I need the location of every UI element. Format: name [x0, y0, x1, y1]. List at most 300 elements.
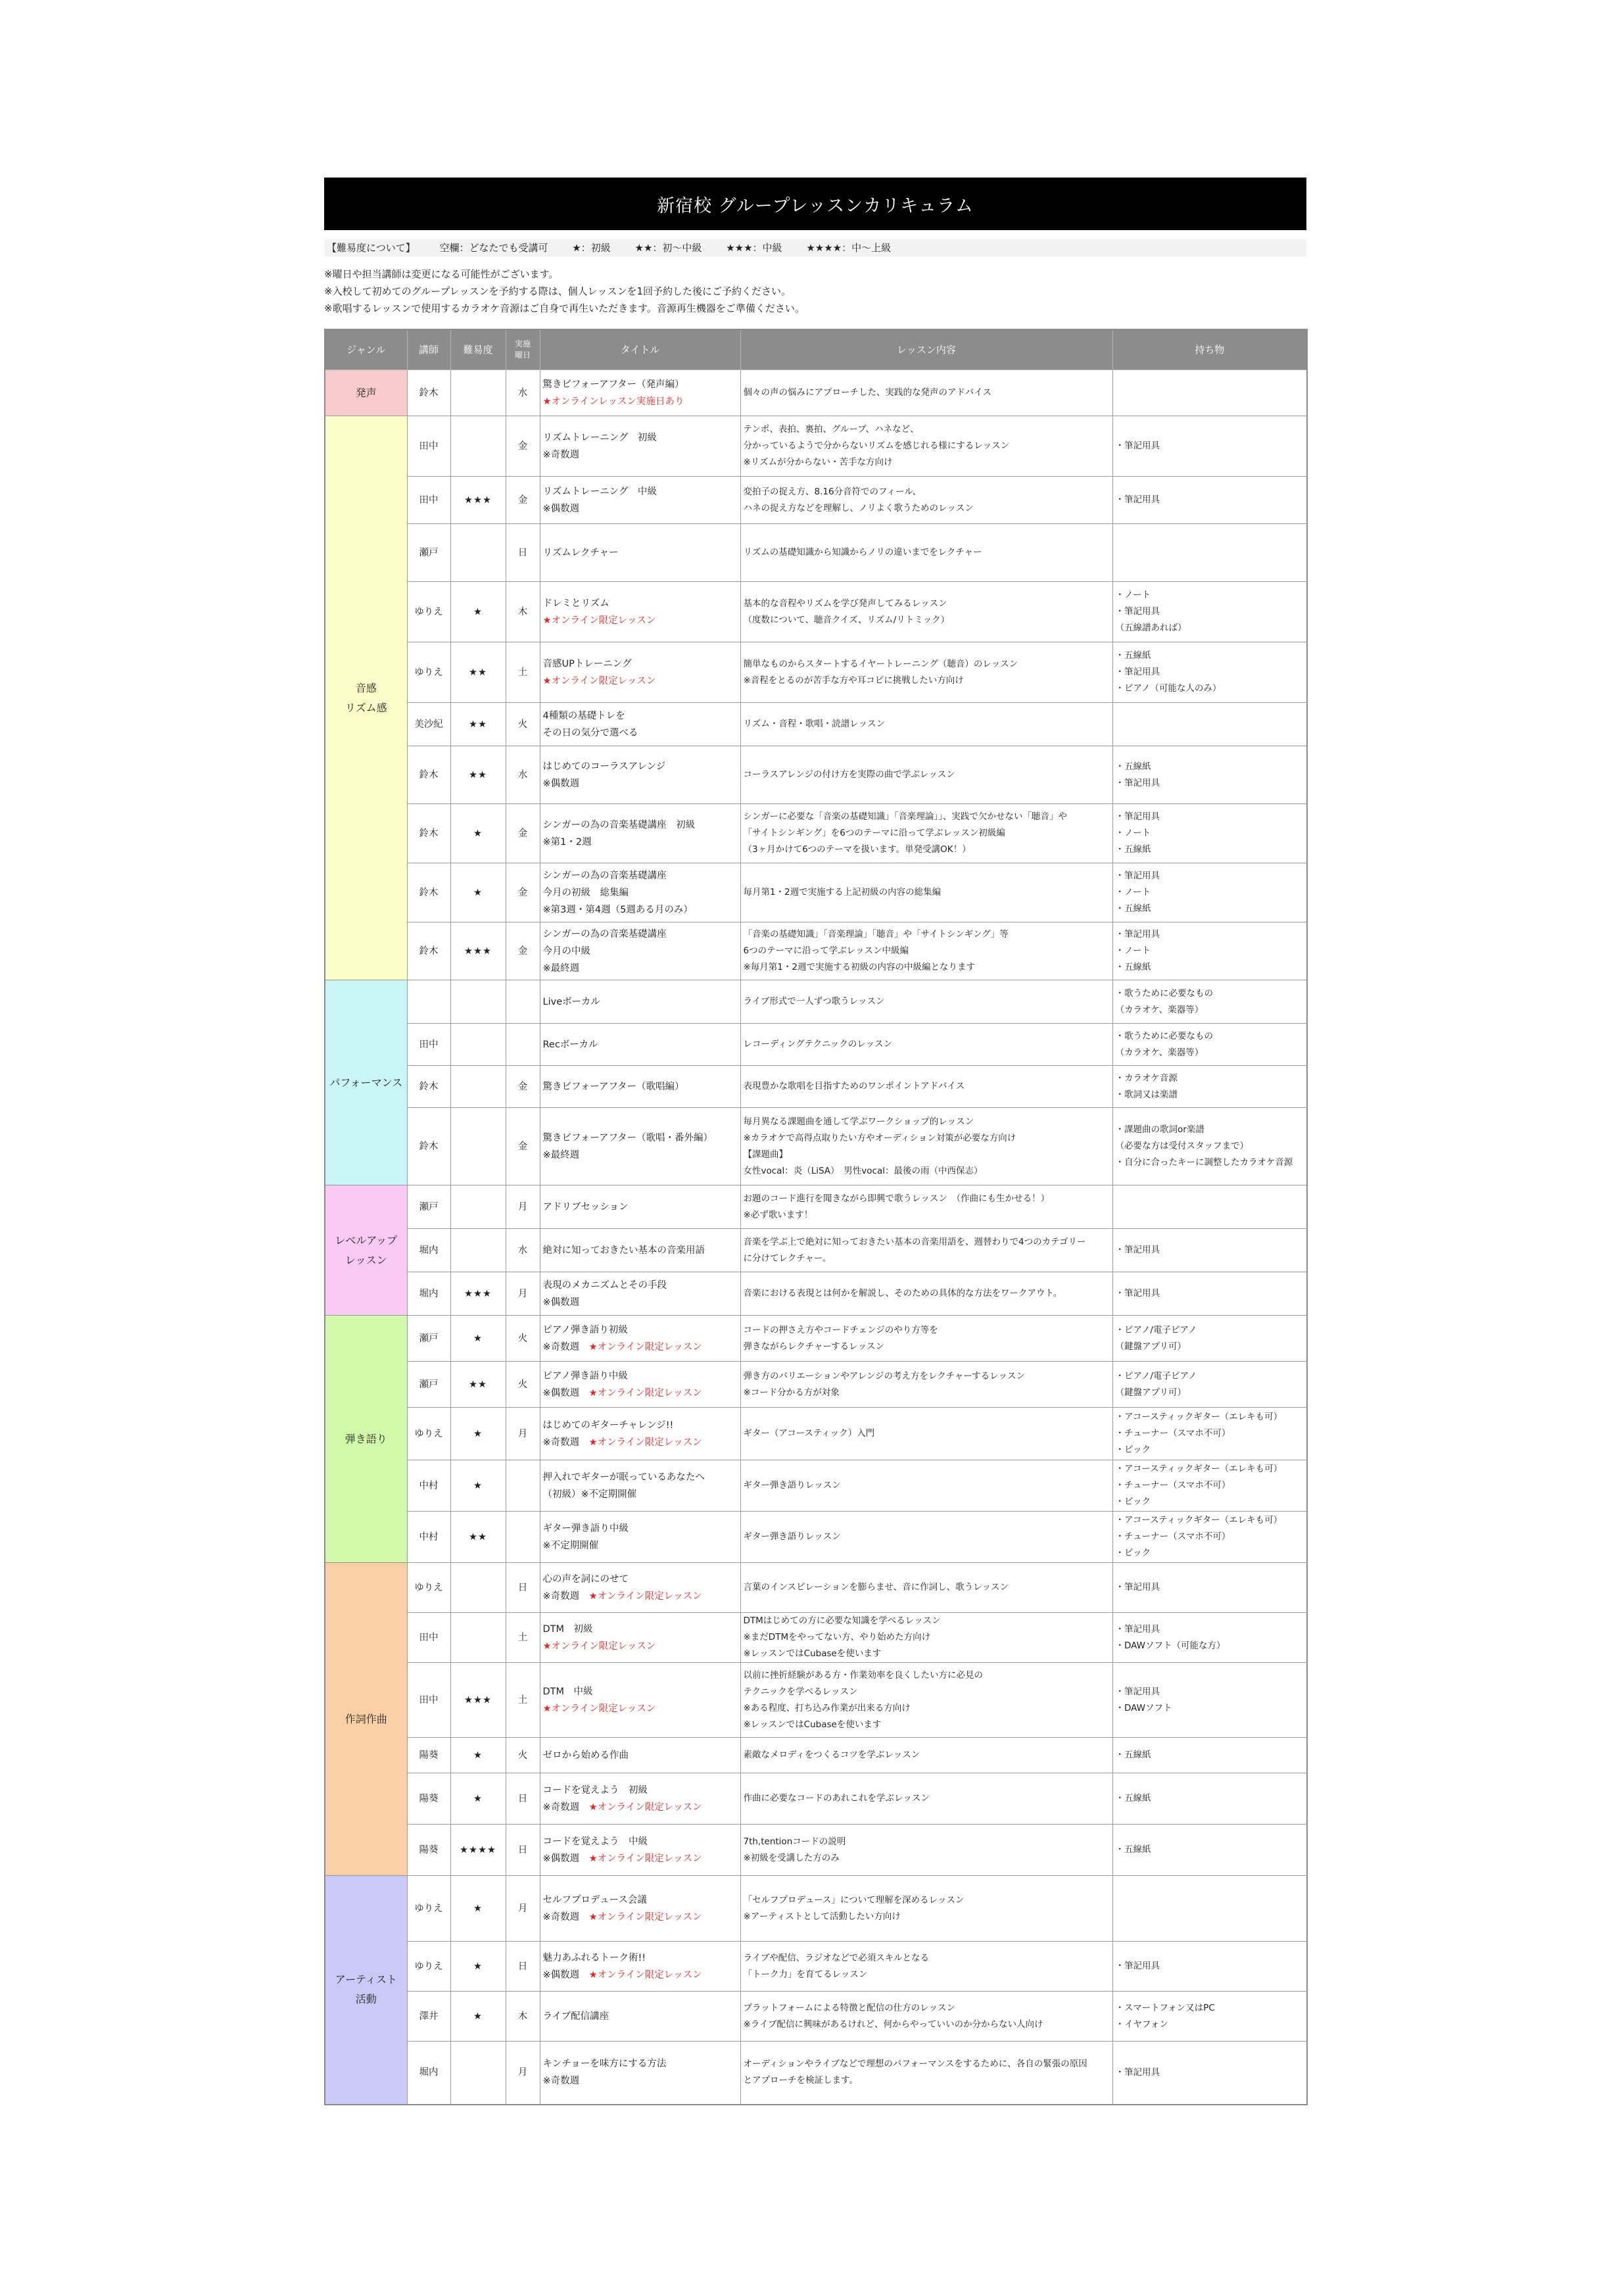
teacher-cell: 陽葵	[407, 1738, 450, 1773]
content-line: テンポ、表拍、裏拍、グルーブ、ハネなど、	[743, 424, 919, 435]
title-line: Liveボーカル	[542, 996, 600, 1007]
day-cell: 金	[506, 804, 540, 863]
table-row	[325, 1272, 1307, 1316]
item-line: （五線譜あれば）	[1115, 623, 1187, 633]
teacher-cell: ゆりえ	[407, 642, 450, 703]
title-note: ※奇数週	[542, 1802, 589, 1813]
teacher-cell: 瀬戸	[407, 1185, 450, 1229]
content-line: ※レッスンではCubaseを使います	[743, 1719, 882, 1730]
table-row	[325, 1773, 1307, 1825]
items-cell	[1112, 1185, 1307, 1229]
title-line: 4種類の基礎トレを	[542, 710, 625, 721]
item-line: ・アコースティックギター（エレキも可）	[1115, 1515, 1283, 1525]
difficulty-cell: ★	[450, 1876, 506, 1942]
item-line: ・筆記用具	[1115, 1686, 1160, 1697]
item-line: ・ピアノ/電子ピアノ	[1115, 1370, 1197, 1381]
content-cell	[740, 1362, 1112, 1408]
header-items: 持ち物	[1112, 329, 1307, 370]
teacher-cell: 田中	[407, 1024, 450, 1066]
content-line: （度数について、聴音クイズ、リズム/リトミック）	[743, 614, 950, 625]
genre-cell	[325, 1563, 407, 1876]
item-line: ・歌詞又は楽譜	[1115, 1089, 1178, 1100]
table-body	[325, 370, 1307, 2105]
title-line	[543, 1339, 738, 1356]
item-line: ・ノート	[1115, 828, 1151, 838]
genre-label: パフォーマンス	[329, 1076, 403, 1089]
day-cell	[506, 1460, 540, 1512]
item-line: （必要な方は受付スタッフまで）	[1115, 1141, 1249, 1151]
items-cell	[1112, 703, 1307, 746]
teacher-cell: 陽葵	[407, 1773, 450, 1825]
content-line: 分かっているようで分からないリズムを感じれる様にするレッスン	[743, 441, 1010, 451]
teacher-cell: 田中	[407, 416, 450, 477]
table-row	[325, 1942, 1307, 1992]
title-line: ※第1・2週	[542, 836, 592, 848]
title-line: 心の声を詞にのせて	[542, 1573, 629, 1585]
genre-label: 音感	[355, 681, 377, 694]
content-line: ライブ形式で一人ずつ歌うレッスン	[743, 996, 885, 1007]
teacher-cell: 鈴木	[407, 370, 450, 416]
content-line: ※ある程度、打ち込み作業が出来る方向け	[743, 1702, 911, 1713]
content-line: 女性vocal：炎（LiSA） 男性vocal：最後の雨（中西保志）	[743, 1165, 983, 1176]
online-badge: ★オンラインレッスン実施日あり	[542, 396, 684, 407]
difficulty-cell: ★★★	[450, 1272, 506, 1316]
difficulty-cell: ★	[450, 863, 506, 922]
content-line: 言葉のインスピレーションを膨らませ、音に作詞し、歌うレッスン	[743, 1582, 1009, 1592]
item-line: ・チューナー（スマホ不可）	[1115, 1531, 1231, 1542]
table-row	[325, 1992, 1307, 2042]
item-line: ・五線紙	[1115, 650, 1151, 661]
content-cell	[740, 1066, 1112, 1108]
content-cell	[740, 863, 1112, 922]
teacher-cell: 瀬戸	[407, 524, 450, 582]
item-line: ・アコースティックギター（エレキも可）	[1115, 1412, 1283, 1422]
difficulty-cell	[450, 1613, 506, 1663]
title-cell	[540, 642, 740, 703]
difficulty-legend	[324, 239, 1306, 256]
content-line: DTMはじめての方に必要な知識を学べるレッスン	[743, 1615, 941, 1626]
day-cell: 日	[506, 524, 540, 582]
teacher-cell: 堀内	[407, 2042, 450, 2105]
title-line: 魅力あふれるトーク術!!	[542, 1952, 646, 1963]
table-row	[325, 1108, 1307, 1185]
online-badge: ★オンライン限定レッスン	[542, 1640, 656, 1652]
title-line: Recボーカル	[542, 1039, 598, 1050]
title-line: DTM 中級	[542, 1686, 593, 1697]
difficulty-cell: ★★★	[450, 1663, 506, 1738]
title-cell	[540, 1512, 740, 1563]
content-cell	[740, 370, 1112, 416]
header-title: タイトル	[540, 329, 740, 370]
legend-item: ★★★：中級	[726, 242, 782, 254]
title-line: コードを覚えよう 中級	[542, 1836, 648, 1847]
content-line: オーディションやライブなどで理想のパフォーマンスをするために、各自の緊張の原因	[743, 2059, 1087, 2070]
item-line: ・課題曲の歌詞or楽譜	[1115, 1124, 1205, 1135]
teacher-cell: ゆりえ	[407, 1408, 450, 1460]
title-line: （初級）※不定期開催	[542, 1489, 637, 1500]
day-cell: 木	[506, 582, 540, 642]
title-line: セルフプロデュース会議	[542, 1894, 647, 1905]
title-cell	[540, 416, 740, 477]
day-cell: 火	[506, 1362, 540, 1408]
teacher-cell: ゆりえ	[407, 582, 450, 642]
online-only-badge: ★オンライン限定レッスン	[588, 1802, 702, 1813]
content-cell	[740, 1272, 1112, 1316]
legend-item: ★：初級	[572, 242, 611, 254]
teacher-cell: 鈴木	[407, 863, 450, 922]
content-cell	[740, 1876, 1112, 1942]
title-line: 驚きビフォーアフター（発声編）	[542, 379, 684, 390]
content-line: 変拍子の捉え方、8.16分音符でのフィール、	[743, 486, 922, 497]
teacher-cell: 陽葵	[407, 1825, 450, 1876]
difficulty-cell: ★	[450, 1992, 506, 2042]
items-cell	[1112, 2042, 1307, 2105]
header-day-line2: 曜日	[514, 350, 531, 360]
item-line: ・筆記用具	[1115, 1623, 1160, 1635]
title-line: ※不定期開催	[542, 1540, 599, 1551]
content-line: テクニックを学べるレッスン	[743, 1686, 858, 1697]
items-cell	[1112, 1825, 1307, 1876]
title-cell	[540, 1773, 740, 1825]
title-line: キンチョーを味方にする方法	[542, 2059, 667, 2070]
day-cell: 金	[506, 863, 540, 922]
items-cell	[1112, 804, 1307, 863]
content-line: とアプローチを検証します。	[743, 2075, 858, 2086]
genre-cell	[325, 980, 407, 1185]
genre-cell	[325, 370, 407, 416]
day-cell: 土	[506, 1613, 540, 1663]
title-line: リズムレクチャー	[542, 547, 619, 558]
teacher-cell: 美沙紀	[407, 703, 450, 746]
items-cell	[1112, 1460, 1307, 1512]
items-cell	[1112, 1563, 1307, 1613]
title-cell	[540, 1738, 740, 1773]
difficulty-cell: ★★★★	[450, 1825, 506, 1876]
content-cell	[740, 1229, 1112, 1272]
title-note: ※偶数週	[542, 1853, 589, 1864]
item-line: ・五線紙	[1115, 903, 1151, 914]
online-only-badge: ★オンライン限定レッスン	[588, 1387, 702, 1399]
day-cell	[506, 1512, 540, 1563]
day-cell: 火	[506, 703, 540, 746]
content-cell	[740, 582, 1112, 642]
day-cell: 日	[506, 1825, 540, 1876]
table-row	[325, 1066, 1307, 1108]
item-line: （カラオケ、楽器等）	[1115, 1004, 1204, 1015]
title-line: ※偶数週	[542, 1297, 580, 1308]
title-line	[543, 1909, 738, 1926]
content-line: 表現豊かな歌唱を目指すためのワンポイントアドバイス	[743, 1081, 965, 1091]
page-title: 新宿校 グループレッスンカリキュラム	[324, 178, 1306, 230]
items-cell	[1112, 642, 1307, 703]
table-row	[325, 863, 1307, 922]
title-line: コードを覚えよう 初級	[542, 1784, 648, 1796]
difficulty-cell: ★★	[450, 642, 506, 703]
content-cell	[740, 1316, 1112, 1362]
content-line: 毎月異なる課題曲を通して学ぶワークショップ的レッスン	[743, 1116, 974, 1127]
genre-label: レッスン	[345, 1253, 387, 1266]
items-cell	[1112, 922, 1307, 980]
content-line: 作曲に必要なコードのあれこれを学ぶレッスン	[743, 1793, 930, 1804]
item-line: ・歌うために必要なもの	[1115, 1030, 1213, 1041]
genre-cell	[325, 416, 407, 980]
title-cell	[540, 1408, 740, 1460]
title-line	[543, 1799, 738, 1816]
item-line: ・筆記用具	[1115, 606, 1160, 617]
title-note: ※奇数週	[542, 1590, 589, 1602]
difficulty-cell	[450, 2042, 506, 2105]
content-line: コーラスアレンジの付け方を実際の曲で学ぶレッスン	[743, 769, 955, 780]
item-line: ・筆記用具	[1115, 2067, 1160, 2078]
legend-item: ★★：初～中級	[634, 242, 702, 254]
online-only-badge: ★オンライン限定レッスン	[588, 1590, 702, 1602]
item-line: （カラオケ、楽器等）	[1115, 1047, 1204, 1058]
item-line: ・筆記用具	[1115, 441, 1160, 451]
content-line: ギター弾き語りレッスン	[743, 1531, 841, 1542]
content-line: ギター弾き語りレッスン	[743, 1480, 841, 1491]
item-line: ・ピック	[1115, 1496, 1151, 1507]
title-cell	[540, 1942, 740, 1992]
genre-label: 活動	[355, 1993, 377, 2006]
difficulty-cell: ★★	[450, 703, 506, 746]
table-row	[325, 416, 1307, 477]
day-cell: 火	[506, 1738, 540, 1773]
content-cell	[740, 804, 1112, 863]
item-line: ・ノート	[1115, 945, 1151, 956]
content-cell	[740, 642, 1112, 703]
item-line: ・筆記用具	[1115, 1961, 1160, 1971]
content-line: 「サイトシンギング」を6つのテーマに沿って学ぶレッスン初級編	[743, 828, 1005, 838]
item-line: ・筆記用具	[1115, 1288, 1160, 1299]
day-cell: 金	[506, 1108, 540, 1185]
title-cell	[540, 1272, 740, 1316]
title-line: ギター弾き語り中級	[542, 1523, 629, 1534]
teacher-cell: 堀内	[407, 1229, 450, 1272]
content-cell	[740, 922, 1112, 980]
title-line: 今月の初級 総集編	[542, 887, 629, 898]
item-line: ・イヤフォン	[1115, 2019, 1168, 2030]
day-cell: 土	[506, 642, 540, 703]
title-line: アドリブセッション	[542, 1201, 629, 1212]
content-line: 以前に挫折経験がある方・作業効率を良くしたい方に必見の	[743, 1669, 983, 1681]
genre-cell	[325, 1316, 407, 1563]
title-cell	[540, 1563, 740, 1613]
title-cell	[540, 370, 740, 416]
title-line: ライブ配信講座	[542, 2011, 609, 2022]
online-only-badge: ★オンライン限定レッスン	[588, 1911, 702, 1923]
item-line: ・五線紙	[1115, 1750, 1151, 1760]
difficulty-cell: ★★★	[450, 477, 506, 524]
title-line: ※最終週	[542, 1149, 580, 1160]
day-cell: 水	[506, 370, 540, 416]
item-line: ・筆記用具	[1115, 494, 1160, 505]
title-cell	[540, 1362, 740, 1408]
title-cell	[540, 1992, 740, 2042]
content-line: 音楽を学ぶ上で絶対に知っておきたい基本の音楽用語を、週替わりで4つのカテゴリー	[743, 1236, 1086, 1247]
difficulty-cell: ★★	[450, 1512, 506, 1563]
title-line: ピアノ弾き語り初級	[542, 1324, 628, 1335]
content-cell	[740, 1460, 1112, 1512]
title-line	[543, 1434, 738, 1451]
items-cell	[1112, 980, 1307, 1024]
teacher-cell: 鈴木	[407, 922, 450, 980]
note-line: ※曜日や担当講師は変更になる可能性がございます。	[324, 268, 559, 280]
content-line: ※まだDTMをやってない方、やり始めた方向け	[743, 1632, 931, 1642]
genre-label: 発声	[355, 386, 377, 399]
content-cell	[740, 1613, 1112, 1663]
items-cell	[1112, 1316, 1307, 1362]
content-cell	[740, 1408, 1112, 1460]
content-line: ※ライブ配信に興味があるけれど、何からやっていいのか分からない人向け	[743, 2019, 1043, 2030]
content-line: 音楽における表現とは何かを解説し、そのための具体的な方法をワークアウト。	[743, 1288, 1062, 1299]
title-line: はじめてのギターチャレンジ!!	[542, 1420, 674, 1431]
teacher-cell: 田中	[407, 477, 450, 524]
content-cell	[740, 1024, 1112, 1066]
title-line: ※偶数週	[542, 503, 580, 514]
item-line: ・ピック	[1115, 1445, 1151, 1455]
content-cell	[740, 1825, 1112, 1876]
title-line: シンガーの為の音楽基礎講座	[542, 928, 667, 940]
table-row	[325, 746, 1307, 804]
item-line: ・スマートフォン又はPC	[1115, 2002, 1215, 2013]
item-line: ・カラオケ音源	[1115, 1072, 1178, 1084]
items-cell	[1112, 524, 1307, 582]
title-line: 音感UPトレーニング	[542, 658, 632, 669]
title-cell	[540, 1825, 740, 1876]
items-cell	[1112, 1876, 1307, 1942]
item-line: ・ピアノ（可能な人のみ）	[1115, 683, 1222, 694]
title-cell	[540, 922, 740, 980]
content-line: ハネの捉え方などを理解し、ノリよく歌うためのレッスン	[743, 502, 974, 514]
genre-label: レベルアップ	[335, 1233, 398, 1247]
content-line: 「トーク力」を育てるレッスン	[743, 1969, 868, 1980]
content-cell	[740, 2042, 1112, 2105]
content-cell	[740, 746, 1112, 804]
content-line: に分けてレクチャー。	[743, 1253, 832, 1264]
table-row	[325, 1825, 1307, 1876]
day-cell: 火	[506, 1316, 540, 1362]
day-cell: 木	[506, 1992, 540, 2042]
content-line: コードの押さえ方やコードチェンジのやり方等を	[743, 1324, 938, 1335]
teacher-cell: 鈴木	[407, 1066, 450, 1108]
day-cell: 月	[506, 1272, 540, 1316]
difficulty-cell: ★	[450, 1738, 506, 1773]
items-cell	[1112, 863, 1307, 922]
content-cell	[740, 980, 1112, 1024]
title-cell	[540, 1066, 740, 1108]
header-genre: ジャンル	[325, 329, 407, 370]
title-note: ※奇数週	[542, 1911, 589, 1923]
items-cell	[1112, 1773, 1307, 1825]
title-line: 絶対に知っておきたい基本の音楽用語	[542, 1245, 705, 1256]
day-cell: 月	[506, 1185, 540, 1229]
table-row	[325, 370, 1307, 416]
header-day	[506, 329, 540, 370]
content-line: （3ヶ月かけて6つのテーマを扱います。単発受講OK！）	[743, 844, 971, 855]
title-line: シンガーの為の音楽基礎講座 初級	[542, 819, 696, 830]
genre-label: アーティスト	[335, 1973, 397, 1986]
content-line: 弾き方のバリエーションやアレンジの考え方をレクチャーするレッスン	[743, 1370, 1025, 1381]
title-cell	[540, 1663, 740, 1738]
item-line: ・筆記用具	[1115, 777, 1160, 788]
content-cell	[740, 1108, 1112, 1185]
difficulty-cell: ★	[450, 582, 506, 642]
table-row	[325, 922, 1307, 980]
content-line: ※音程をとるのが苦手な方や耳コピに挑戦したい方向け	[743, 675, 964, 686]
content-line: ※必ず歌います！	[743, 1209, 813, 1220]
table-row	[325, 1408, 1307, 1460]
item-line: ・筆記用具	[1115, 929, 1160, 940]
online-badge: ★オンライン限定レッスン	[542, 615, 656, 626]
item-line: ・チューナー（スマホ不可）	[1115, 1428, 1231, 1439]
difficulty-cell: ★	[450, 1316, 506, 1362]
online-badge: ★オンライン限定レッスン	[542, 675, 656, 686]
day-cell	[506, 980, 540, 1024]
difficulty-cell: ★	[450, 1460, 506, 1512]
day-cell: 金	[506, 922, 540, 980]
notes	[324, 266, 1306, 317]
day-cell: 日	[506, 1563, 540, 1613]
online-only-badge: ★オンライン限定レッスン	[588, 1437, 702, 1448]
content-line: 【課題曲】	[743, 1149, 788, 1160]
table-row	[325, 804, 1307, 863]
items-cell	[1112, 1362, 1307, 1408]
items-cell	[1112, 1408, 1307, 1460]
title-note: ※偶数週	[542, 1387, 589, 1399]
title-cell	[540, 1185, 740, 1229]
table-row	[325, 1229, 1307, 1272]
title-cell	[540, 1876, 740, 1942]
difficulty-cell: ★★★	[450, 922, 506, 980]
title-cell	[540, 804, 740, 863]
difficulty-cell: ★★	[450, 1362, 506, 1408]
items-cell	[1112, 1024, 1307, 1066]
content-line: 素敵なメロディをつくるコツを学ぶレッスン	[743, 1750, 920, 1760]
teacher-cell: 瀬戸	[407, 1316, 450, 1362]
title-line: シンガーの為の音楽基礎講座	[542, 870, 667, 881]
item-line: ・アコースティックギター（エレキも可）	[1115, 1464, 1283, 1474]
item-line: ・DAWソフト（可能な方）	[1115, 1640, 1226, 1651]
day-cell: 月	[506, 1408, 540, 1460]
content-cell	[740, 1185, 1112, 1229]
title-line: はじめてのコーラスアレンジ	[542, 761, 666, 772]
title-line: ドレミとリズム	[542, 598, 609, 609]
table-row	[325, 1738, 1307, 1773]
difficulty-cell	[450, 1066, 506, 1108]
title-line: 驚きビフォーアフター（歌唱編）	[542, 1081, 684, 1092]
genre-label: リズム感	[345, 701, 387, 714]
item-line: ・五線紙	[1115, 1793, 1151, 1804]
content-cell	[740, 1942, 1112, 1992]
title-line	[543, 1385, 738, 1402]
teacher-cell: ゆりえ	[407, 1942, 450, 1992]
table-row	[325, 582, 1307, 642]
items-cell	[1112, 1229, 1307, 1272]
title-cell	[540, 2042, 740, 2105]
day-cell: 日	[506, 1942, 540, 1992]
title-line: その日の気分で選べる	[542, 727, 638, 738]
teacher-cell: 中村	[407, 1460, 450, 1512]
table-row	[325, 703, 1307, 746]
difficulty-cell	[450, 1563, 506, 1613]
title-cell	[540, 1316, 740, 1362]
title-line: ※偶数週	[542, 778, 580, 789]
teacher-cell: 田中	[407, 1613, 450, 1663]
items-cell	[1112, 1066, 1307, 1108]
teacher-cell: 澤井	[407, 1992, 450, 2042]
items-cell	[1112, 1942, 1307, 1992]
item-line: ・五線紙	[1115, 761, 1151, 772]
